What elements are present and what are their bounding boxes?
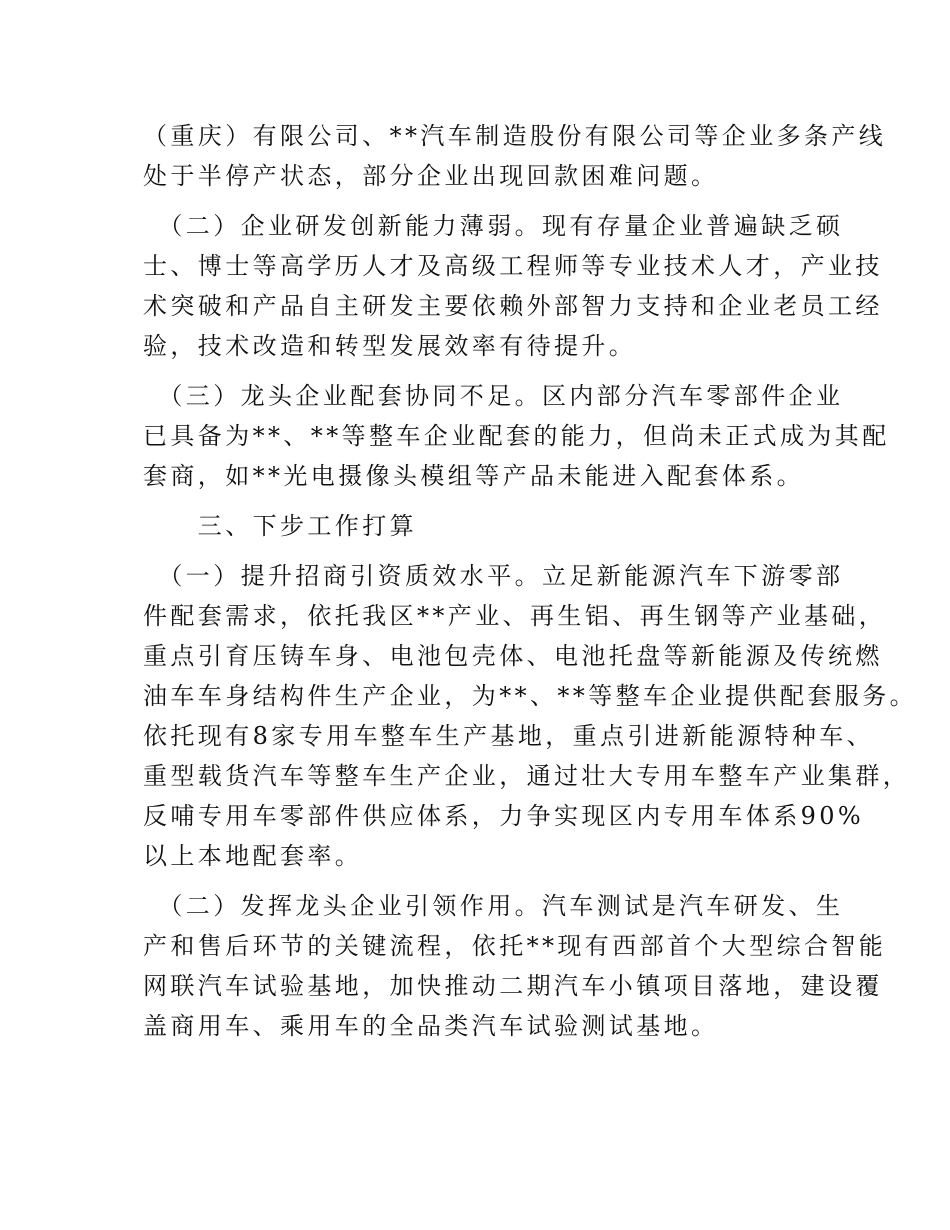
text-line: 术突破和产品自主研发主要依赖外部智力支持和企业老员工经	[143, 292, 883, 320]
text-line: 产和售后环节的关键流程，依托**现有西部首个大型综合智能	[143, 932, 887, 960]
text-line: 验，技术改造和转型发展效率有待提升。	[143, 332, 637, 360]
text-line: （一）提升招商引资质效水平。立足新能源汽车下游零部	[143, 562, 844, 590]
heading-line: 三、下步工作打算	[143, 512, 417, 540]
text-line: 油车车身结构件生产企业，为**、**等整车企业提供配套服务。	[143, 682, 917, 710]
text-line: 盖商用车、乘用车的全品类汽车试验测试基地。	[143, 1012, 719, 1040]
text-line: 网联汽车试验基地，加快推动二期汽车小镇项目落地，建设覆	[143, 972, 883, 1000]
paragraph-3	[143, 376, 890, 496]
text-line: （三）龙头企业配套协同不足。区内部分汽车零部件企业	[143, 382, 844, 410]
text-line: （二）企业研发创新能力薄弱。现有存量企业普遍缺乏硕	[143, 212, 844, 240]
text-line: 士、博士等高学历人才及高级工程师等专业技术人才，产业技	[143, 252, 883, 280]
paragraph-2	[143, 206, 883, 366]
text-line: 件配套需求，依托我区**产业、再生铝、再生钢等产业基础，	[143, 602, 887, 630]
text-line: 已具备为**、**等整车企业配套的能力，但尚未正式成为其配	[143, 422, 890, 450]
text-line: 重点引育压铸车身、电池包壳体、电池托盘等新能源及传统燃	[143, 642, 883, 670]
text-line: （重庆）有限公司、**汽车制造股份有限公司等企业多条产线	[143, 122, 887, 150]
section-heading	[143, 506, 813, 546]
text-line: 重型载货汽车等整车生产企业，通过壮大专用车整车产业集群，	[143, 762, 911, 790]
paragraph-4	[143, 556, 917, 876]
text-line: 反哺专用车零部件供应体系，力争实现区内专用车体系90%	[143, 802, 865, 830]
text-line: 依托现有8家专用车整车生产基地，重点引进新能源特种车、	[143, 722, 875, 750]
text-line: 套商，如**光电摄像头模组等产品未能进入配套体系。	[143, 462, 804, 490]
paragraph-5	[143, 886, 887, 1046]
paragraph-1	[143, 116, 887, 196]
text-line: 以上本地配套率。	[143, 842, 363, 870]
text-line: 处于半停产状态，部分企业出现回款困难问题。	[143, 162, 719, 190]
text-line: （二）发挥龙头企业引领作用。汽车测试是汽车研发、生	[143, 892, 844, 920]
document-body	[143, 116, 917, 1046]
